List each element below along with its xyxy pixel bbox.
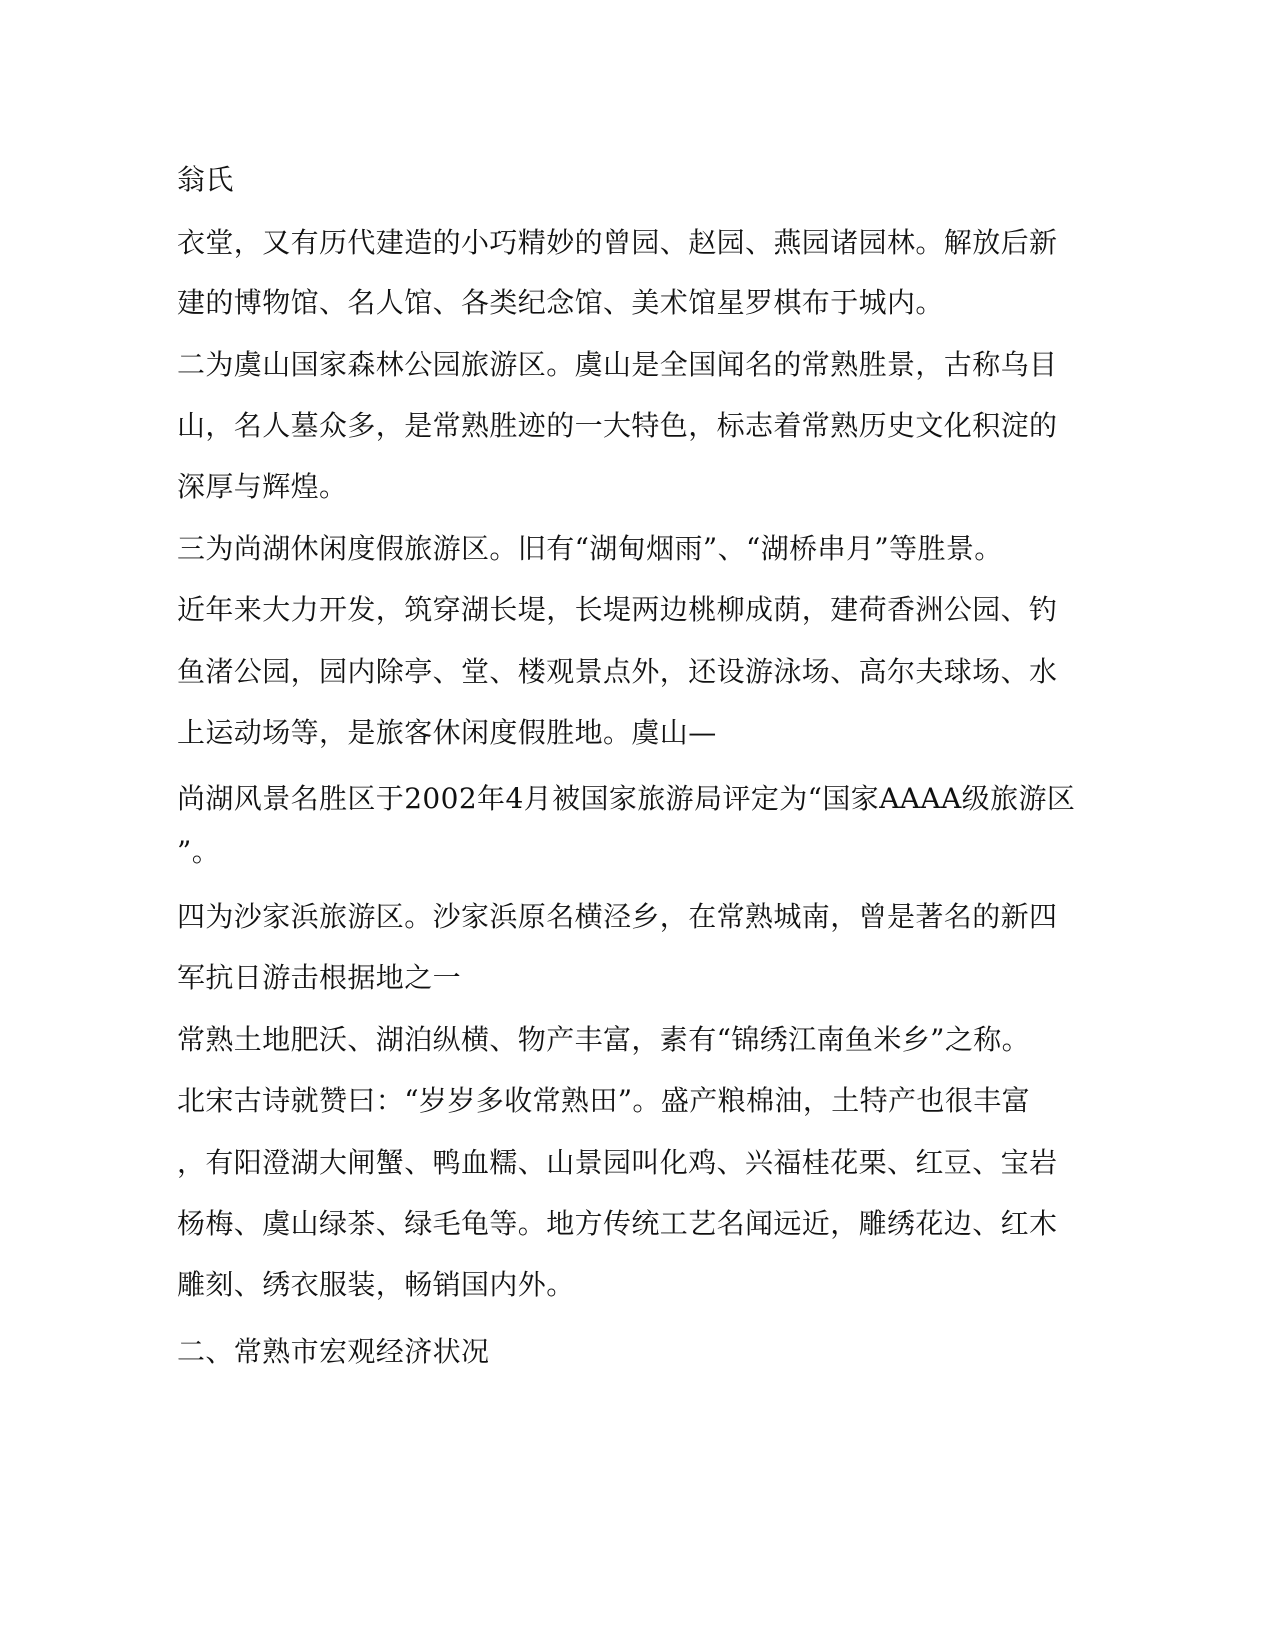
text-line: 雕刻、绣衣服装，畅销国内外。	[177, 1268, 575, 1301]
text-line: 衣堂，又有历代建造的小巧精妙的曾园、赵园、燕园诸园林。解放后新	[177, 226, 1058, 259]
text-line: 翁氏	[177, 163, 234, 196]
text-line: 常熟土地肥沃、湖泊纵横、物产丰富，素有“锦绣江南鱼米乡”之称。	[177, 1023, 1031, 1056]
text-line: 近年来大力开发，筑穿湖长堤，长堤两边桃柳成荫，建荷香洲公园、钓	[177, 593, 1058, 626]
section-heading: 二、常熟市宏观经济状况	[177, 1335, 490, 1368]
text-line: 北宋古诗就赞曰：“岁岁多收常熟田”。盛产粮棉油，土特产也很丰富	[177, 1084, 1031, 1117]
text-line: ，有阳澄湖大闸蟹、鸭血糯、山景园叫化鸡、兴福桂花栗、红豆、宝岩	[177, 1146, 1058, 1179]
text-line: 上运动场等，是旅客休闲度假胜地。虞山—	[177, 716, 717, 749]
text-line: 杨梅、虞山绿茶、绿毛龟等。地方传统工艺名闻远近，雕绣花边、红木	[177, 1207, 1058, 1240]
text-line: 四为沙家浜旅游区。沙家浜原名横泾乡，在常熟城南，曾是著名的新四	[177, 900, 1058, 933]
text-line: 山，名人墓众多，是常熟胜迹的一大特色，标志着常熟历史文化积淀的	[177, 409, 1058, 442]
text-line: 建的博物馆、名人馆、各类纪念馆、美术馆星罗棋布于城内。	[177, 286, 944, 319]
text-line: 鱼渚公园，园内除亭、堂、楼观景点外，还设游泳场、高尔夫球场、水	[177, 655, 1058, 688]
text-line: ”。	[177, 835, 221, 868]
text-line: 三为尚湖休闲度假旅游区。旧有“湖甸烟雨”、“湖桥串月”等胜景。	[177, 532, 1003, 565]
text-line: 二为虞山国家森林公园旅游区。虞山是全国闻名的常熟胜景，古称乌目	[177, 348, 1058, 381]
text-line: 深厚与辉煌。	[177, 470, 348, 503]
text-line: 尚湖风景名胜区于2002年4月被国家旅游局评定为“国家AAAA级旅游区	[177, 782, 1076, 815]
text-line: 军抗日游击根据地之一	[177, 961, 462, 994]
